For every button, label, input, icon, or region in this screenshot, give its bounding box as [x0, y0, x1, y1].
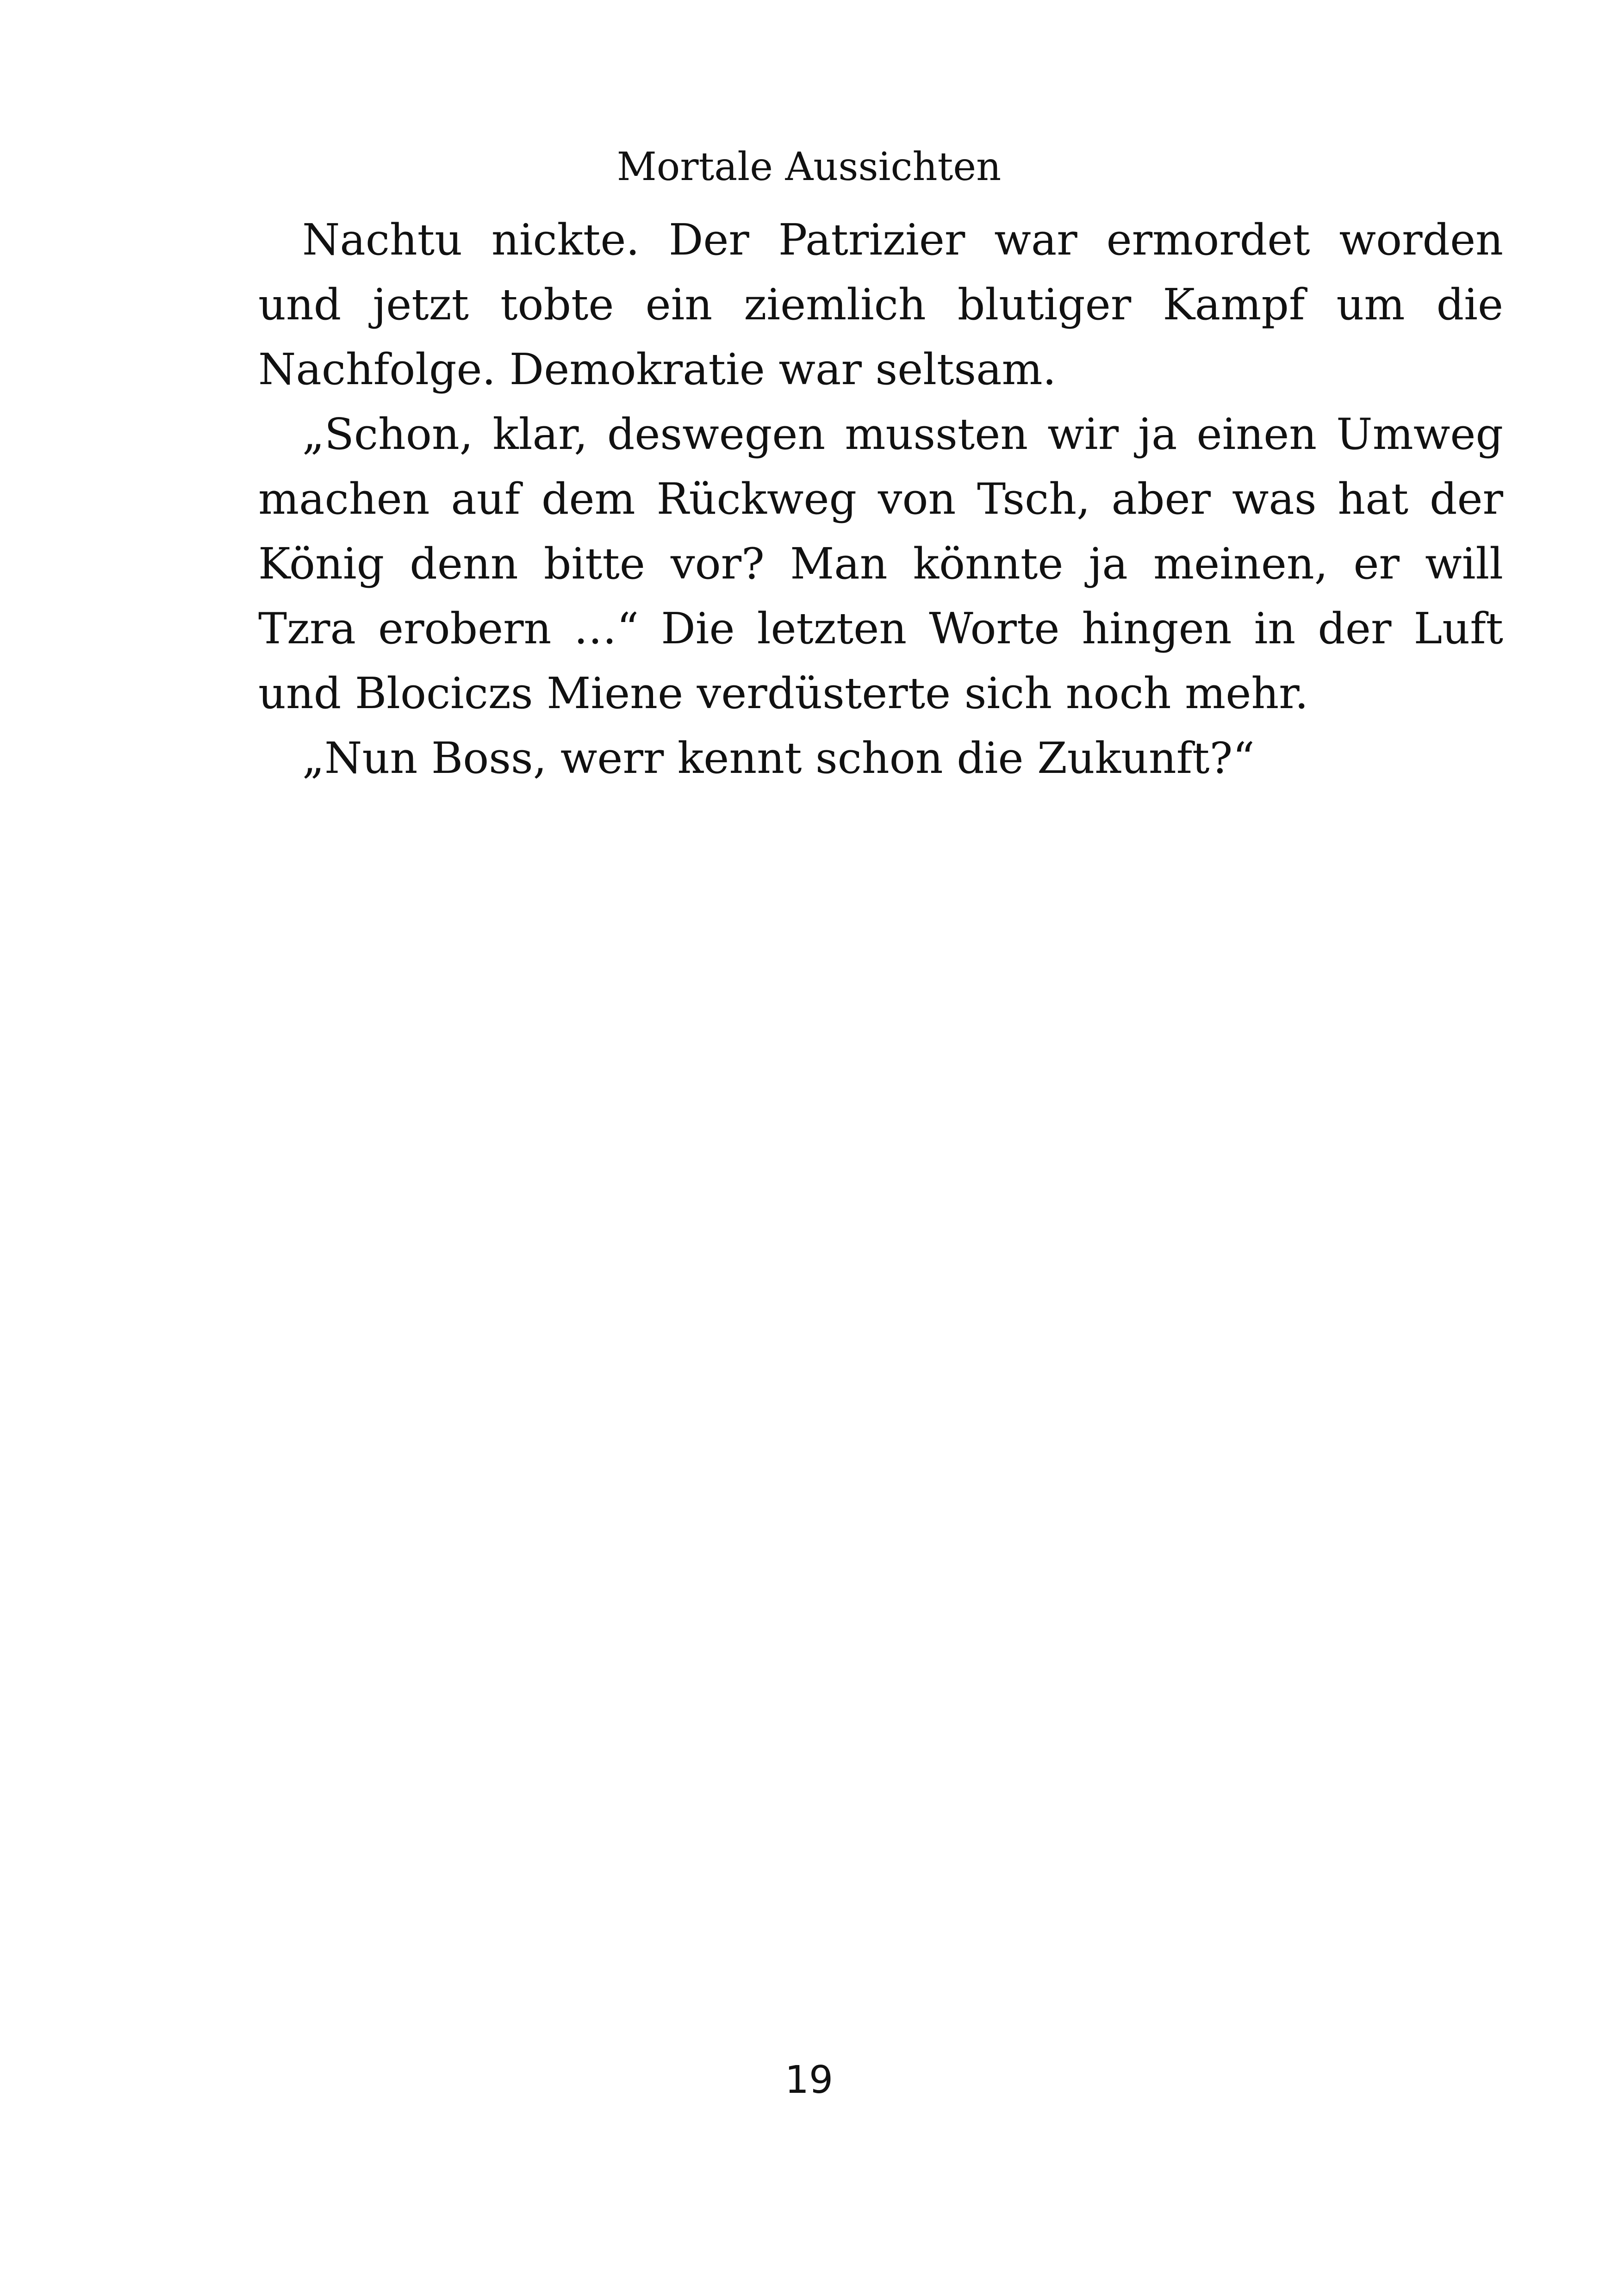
running-header: Mortale Aussichten [616, 144, 1002, 189]
paragraph: „Schon, klar, deswegen mussten wir ja einen Umweg machen auf dem Rückweg von Tsch, aber was hat der König denn bitte vor? Man könnte ja meinen, er will Tzra erobern …“ Die letzten Worte hingen in der Luft und Blociczs Miene verdüsterte sich noch mehr. [258, 409, 1503, 718]
paragraph: „Nun Boss, werr kennt schon die Zukunft?“ [302, 733, 1255, 783]
page-number: 19 [784, 2058, 834, 2102]
paragraph: Nachtu nickte. Der Patrizier war ermordet worden und jetzt tobte ein ziemlich blutiger Kampf um die Nachfolge. Demokratie war seltsam. [258, 215, 1503, 394]
body-text [258, 207, 1503, 790]
